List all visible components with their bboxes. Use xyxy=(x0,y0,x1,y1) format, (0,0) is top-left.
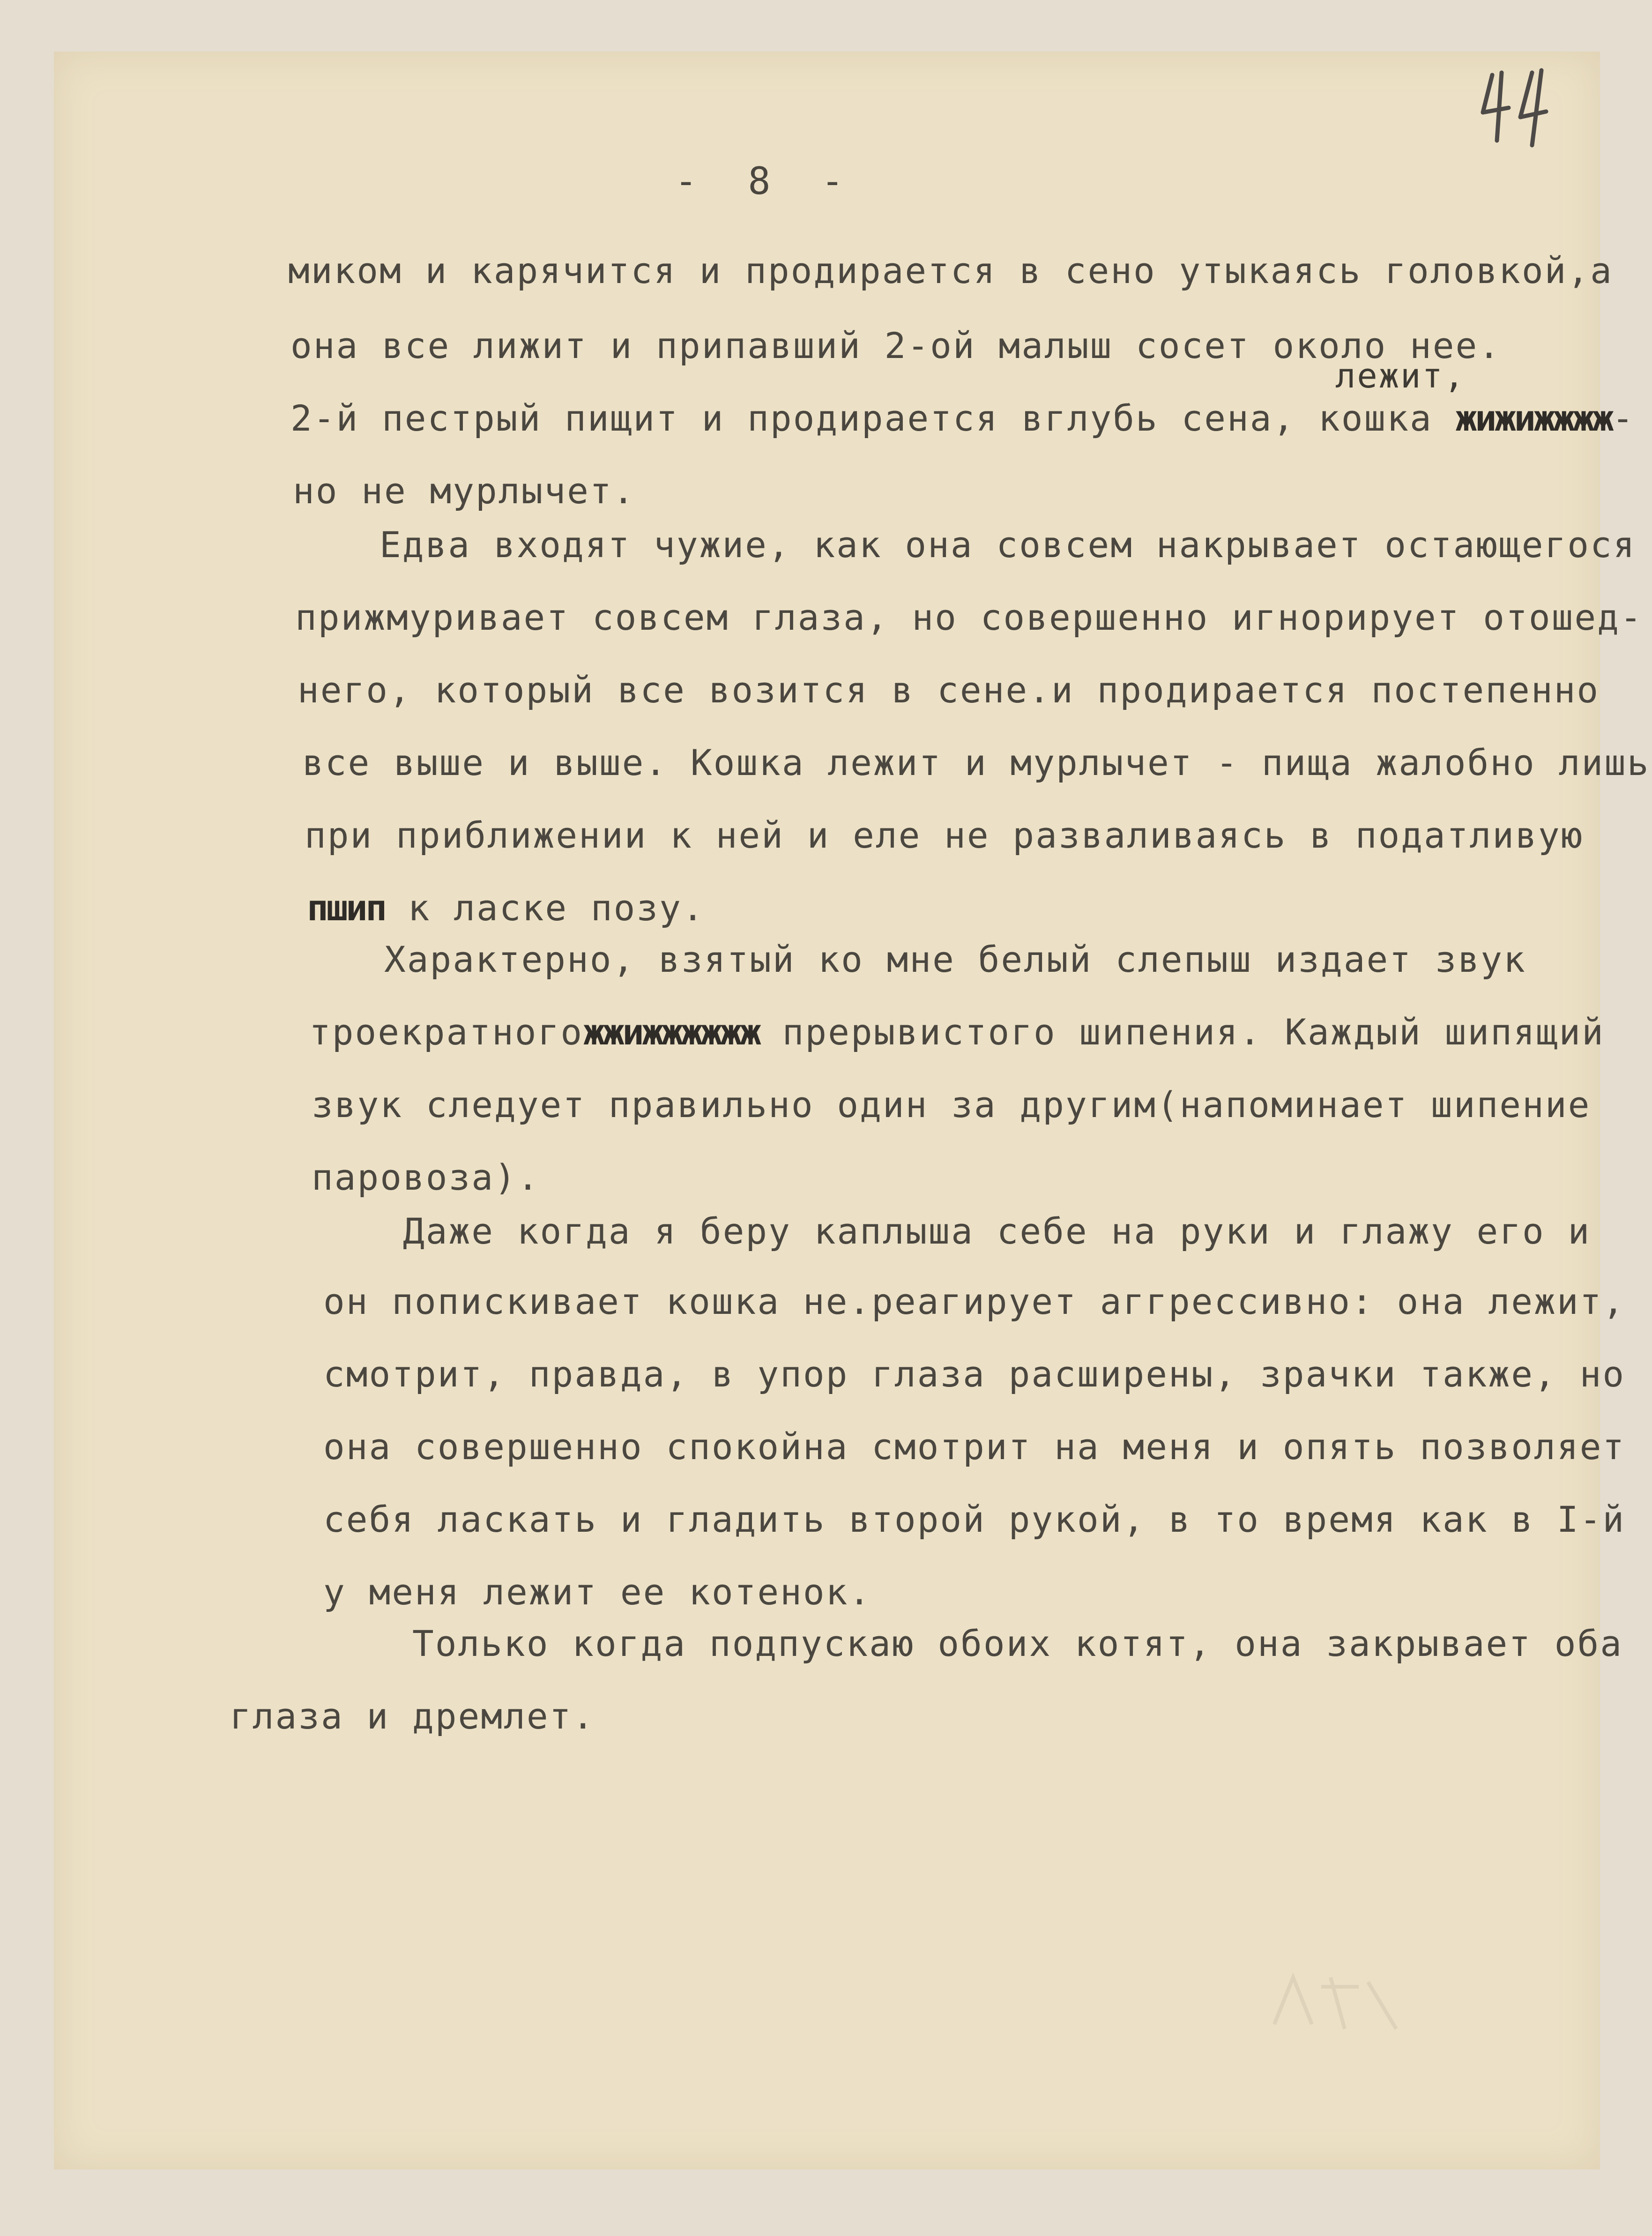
text-line-5: Едва входят чужие, как она совсем накрывает остающегося xyxy=(380,524,1636,566)
faded-archive-stamp xyxy=(1265,1959,1406,2043)
struck-text: пшип xyxy=(307,887,386,929)
text-line-14: паровоза). xyxy=(312,1156,540,1198)
text-line-3: 2-й пестрый пищит и продирается вглубь сена, кошка жижижжжж- xyxy=(290,397,1635,439)
typed-insertion: лежит, xyxy=(1335,356,1466,395)
text-line-6: прижмуривает совсем глаза, но совершенно игнорирует отошед- xyxy=(295,596,1643,638)
text-line-2: она все лижит и припавший 2-ой малыш сосет около нее. xyxy=(290,325,1502,366)
text-line-11: Характерно, взятый ко мне белый слепыш издает звук xyxy=(384,939,1526,980)
text-line-16: он попискивает кошка не.реагирует аггрессивно: она лежит, xyxy=(323,1281,1626,1322)
text-line-22: глаза и дремлет. xyxy=(230,1695,595,1737)
text-line-18: она совершенно спокойна смотрит на меня и опять позволяет xyxy=(323,1426,1626,1468)
handwritten-folio-mark xyxy=(1476,56,1551,150)
text-line-8: все выше и выше. Кошка лежит и мурлычет - пища жалобно лишь xyxy=(302,742,1650,783)
struck-text: жжижжжжжж xyxy=(583,1011,759,1053)
text-line-12: троекратногожжижжжжжж прерывистого шипения. Каждый шипящий xyxy=(309,1011,1605,1053)
text-line-21: Только когда подпускаю обоих котят, она закрывает оба xyxy=(412,1623,1623,1664)
text-line-17: смотрит, правда, в упор глаза расширены, зрачки также, но xyxy=(323,1353,1626,1395)
struck-text: жижижжжж xyxy=(1455,397,1612,439)
text-line-9: при приближении к ней и еле не разваливаясь в податливую xyxy=(305,814,1584,856)
text-line-1: миком и карячится и продирается в сено утыкаясь головкой,а xyxy=(288,250,1613,291)
text-line-4: но не мурлычет. xyxy=(293,470,636,512)
text-line-20: у меня лежит ее котенок. xyxy=(323,1571,872,1613)
text-line-7: него, который все возится в сене.и продирается постепенно xyxy=(298,669,1600,711)
page-number: - 8 - xyxy=(675,159,858,203)
folio-number xyxy=(1476,56,1551,150)
text-line-13: звук следует правильно один за другим(напоминает шипение xyxy=(312,1084,1591,1125)
text-line-19: себя ласкать и гладить второй рукой, в то время как в I-й xyxy=(323,1498,1626,1540)
text-line-10: пшип к ласке позу. xyxy=(307,887,705,929)
text-line-15: Даже когда я беру каплыша себе на руки и глажу его и xyxy=(403,1210,1591,1252)
